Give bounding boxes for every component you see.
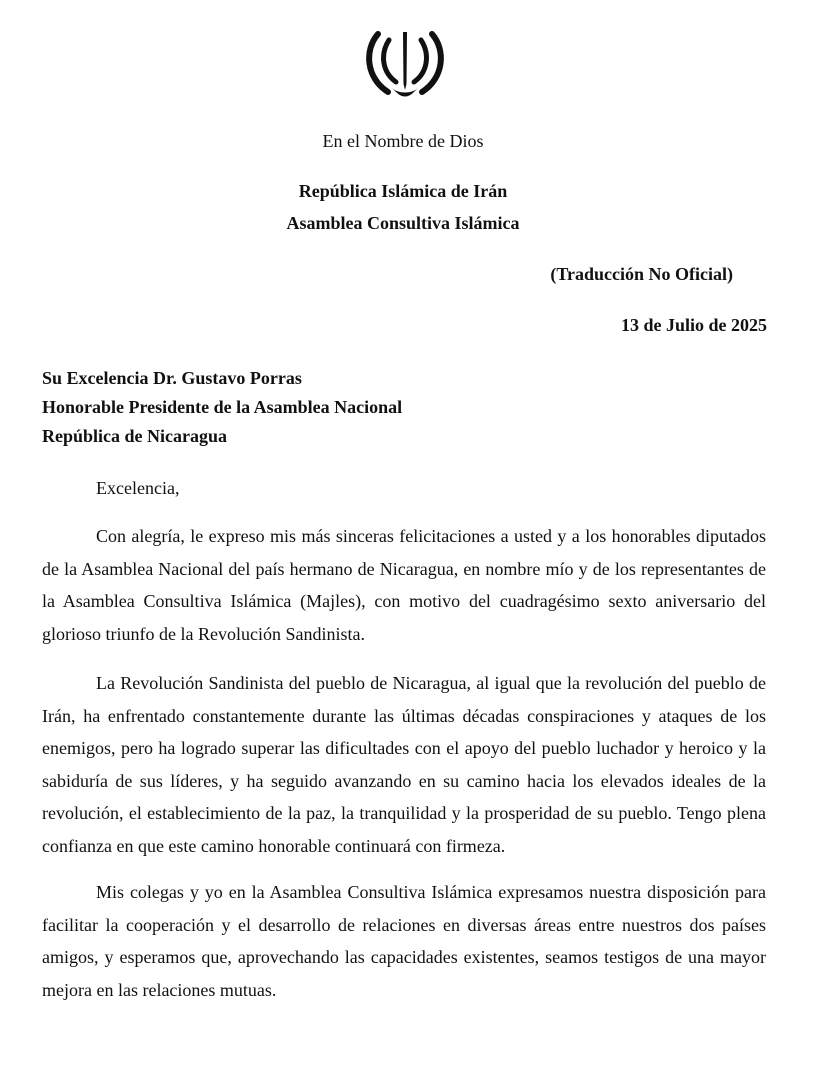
paragraph-2: La Revolución Sandinista del pueblo de Nicaragua, al igual que la revolución del pueblo de Irán, ha enfrentado constantemente durante las últimas décadas conspiraciones y ataques de los enemigos, pero ha logrado superar las dificultades con el apoyo del pueblo luchador y heroico y la sabiduría de sus líderes, y ha seguido avanzando en su camino hacia los elevados ideales de la revolución, el establecimiento de la paz, la tranquilidad y la prosperidad de su pueblo. Tengo plena confianza en que este camino honorable continuará con firmeza. [42, 673, 766, 856]
recipient-name: Su Excelencia Dr. Gustavo Porras [42, 368, 302, 388]
salutation: Excelencia, [96, 478, 180, 498]
invocation: En el Nombre de Dios [322, 131, 484, 151]
paragraph-1: Con alegría, le expreso mis más sinceras felicitaciones a usted y a los honorables diputados de la Asamblea Nacional del país hermano de Nicaragua, en nombre mío y de los representantes de la Asamblea Consultiva Islámica (Majles), con motivo del cuadragésimo sexto aniversario del glorioso triunfo de la Revolución Sandinista. [42, 526, 766, 644]
recipient-title: Honorable Presidente de la Asamblea Nacional [42, 397, 403, 417]
assembly-title: Asamblea Consultiva Islámica [286, 213, 520, 233]
letter-date: 13 de Julio de 2025 [620, 315, 767, 335]
recipient-block [42, 364, 402, 451]
paragraph-3: Mis colegas y yo en la Asamblea Consultiva Islámica expresamos nuestra disposición para facilitar la cooperación y el desarrollo de relaciones en diversas áreas entre nuestros dos países amigos, y esperamos que, aprovechando las capacidades existentes, seamos testigos de una mayor mejora en las relaciones mutuas. [42, 882, 766, 1000]
translation-note: (Traducción No Oficial) [550, 264, 733, 284]
iran-emblem-icon [362, 28, 448, 100]
country-title: República Islámica de Irán [298, 181, 508, 201]
recipient-country: República de Nicaragua [42, 426, 228, 446]
